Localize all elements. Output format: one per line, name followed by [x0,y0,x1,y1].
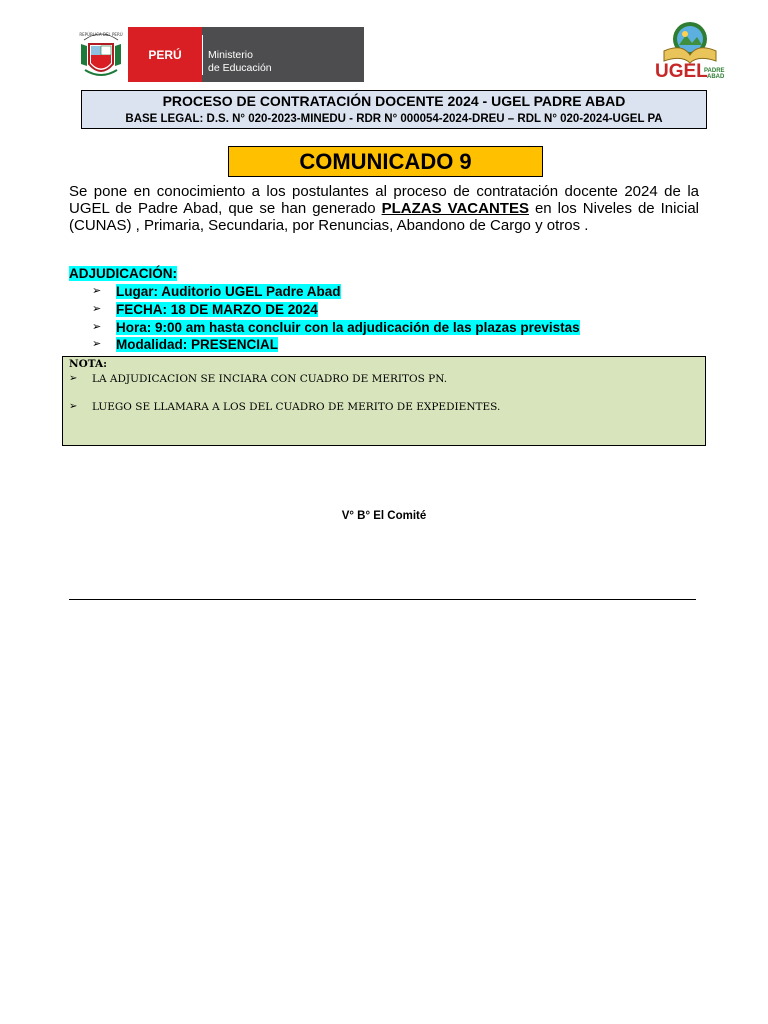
adjudicacion-title: ADJUDICACIÓN: [69,266,177,281]
nota-box [62,356,706,446]
peru-shield-icon [78,26,124,83]
ministry-line-1: Ministerio [208,49,253,61]
arrow-bullet-icon: ➢ [92,285,102,297]
adjudicacion-item-fecha: FECHA: 18 DE MARZO DE 2024 [116,302,318,317]
arrow-bullet-icon: ➢ [92,338,102,350]
nota-item-1: LA ADJUDICACION SE INCIARA CON CUADRO DE MERITOS PN. [92,373,448,385]
ugel-sub-2: ABAD [707,74,725,80]
arrow-bullet-icon: ➢ [92,303,102,315]
arrow-bullet-icon: ➢ [69,401,78,412]
intro-part-2: en los Niveles de Inicial (CUNAS) , Primaria, Secundaria, por Renuncias, Abandono de Cargo y otros . [69,200,699,234]
shield-caption: REPÚBLICA DEL PERÚ [79,32,123,37]
intro-part-1: Se pone en conocimiento a los postulantes al proceso de contratación docente 2024 de la UGEL de Padre Abad, que se han generado [69,183,699,217]
legal-basis: BASE LEGAL: D.S. N° 020-2023-MINEDU - RDR N° 000054-2024-DREU – RDL N° 020-2024-UGEL PA [125,113,663,125]
comunicado-heading: COMUNICADO 9 [228,146,543,177]
ugel-sub-1: PADRE [704,68,725,74]
peru-label: PERÚ [128,27,202,82]
arrow-bullet-icon: ➢ [69,373,78,384]
signature-label: V° B° El Comité [341,510,427,522]
adjudicacion-item-lugar: Lugar: Auditorio UGEL Padre Abad [116,284,341,299]
nota-item-2: LUEGO SE LLAMARA A LOS DEL CUADRO DE MERITO DE EXPEDIENTES. [92,401,501,413]
nota-label: NOTA: [69,358,108,370]
ugel-text: UGEL [655,61,708,81]
intro-paragraph [69,183,699,234]
signature-line [69,599,696,600]
ministry-label-box [202,27,364,82]
title-heading: PROCESO DE CONTRATACIÓN DOCENTE 2024 - UGEL PADRE ABAD [162,93,626,109]
title-box [81,90,707,129]
ministerio-educacion-logo [78,26,364,83]
adjudicacion-item-hora: Hora: 9:00 am hasta concluir con la adjudicación de las plazas previstas [116,320,580,335]
arrow-bullet-icon: ➢ [92,321,102,333]
ugel-padre-abad-logo [652,17,730,81]
adjudicacion-item-modalidad: Modalidad: PRESENCIAL [116,337,279,352]
plazas-vacantes-highlight: PLAZAS VACANTES [381,200,529,217]
ministry-line-2: de Educación [208,62,272,74]
